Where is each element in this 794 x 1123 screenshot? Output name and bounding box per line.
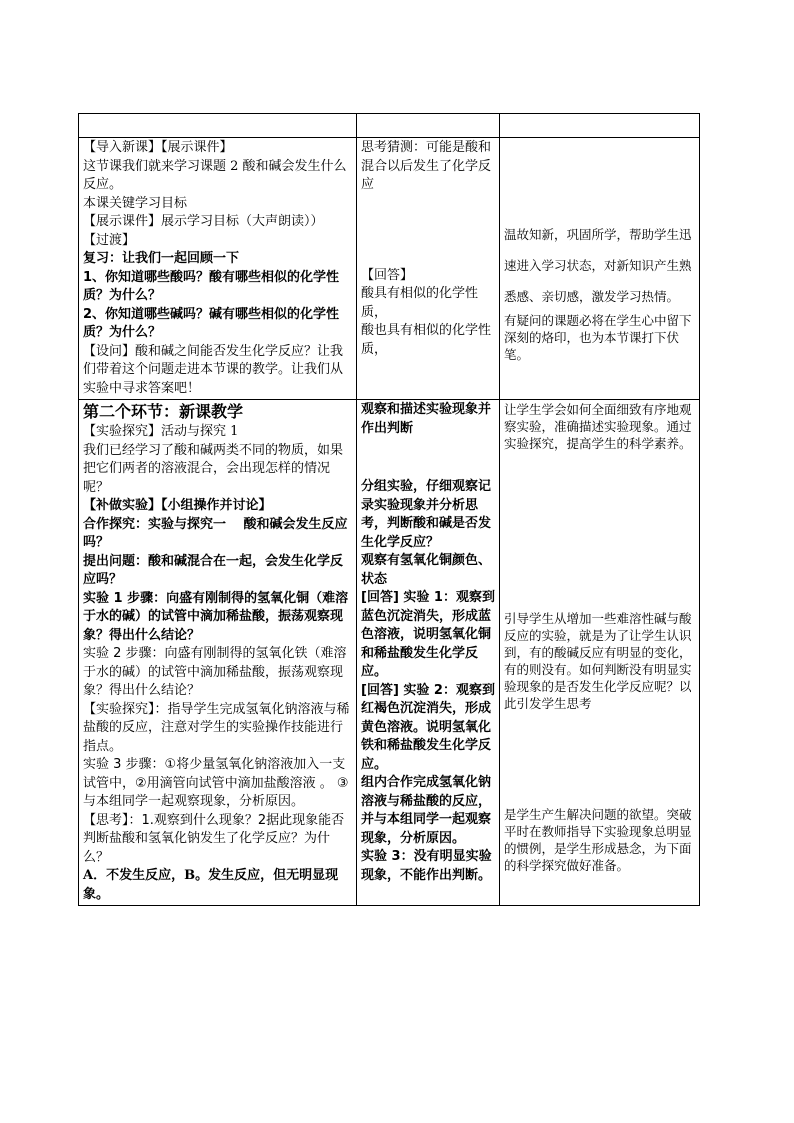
header-cell-3 — [500, 114, 700, 138]
experiment-3: 实验 3 步骤：①将少量氢氧化钠溶液加入一支试管中，②用滴管向试管中滴加盐酸溶液 。 ③与本组同学一起观察现象，分析原因。 — [83, 757, 349, 809]
group-cooperate: 组内合作完成氢氧化钠溶液与稀盐酸的反应，并与本组同学一起观察现象，分析原因。 — [361, 775, 492, 846]
intro-topic: 这节课我们就来学习课题 2 酸和碱会发生什么反应。 — [83, 158, 347, 192]
design-intent-cell — [500, 400, 700, 906]
observe-copper: 观察有氢氧化铜颜色、状态 — [361, 553, 492, 587]
guess-text: 思考猜测：可能是酸和混合以后发生了化学反应 — [361, 140, 492, 192]
experiment-2: 实验 2 步骤：向盛有刚制得的氢氧化铁（难溶于水的碱）的试管中滴加稀盐酸，振荡观察现象？得出什么结论？ — [83, 646, 347, 698]
group-experiment: 分组实验，仔细观察记录实验现象并分析思考，判断酸和碱是否发生化学反应？ — [361, 479, 492, 550]
answer-line-2: 酸也具有相似的化学性质， — [361, 323, 492, 357]
raise-question: 提出问题：酸和碱混合在一起，会发生化学反应吗？ — [83, 553, 344, 587]
experiment-1: 实验 1 步骤：向盛有刚制得的氢氧化铜（难溶于水的碱）的试管中滴加稀盐酸，振荡观察现象？得出什么结论？ — [83, 590, 349, 643]
header-cell-1 — [79, 114, 357, 138]
explore-heading: 【实验探究】活动与探究 1 — [83, 424, 239, 439]
intent-guide: 引导学生从增加一些难溶性碱与酸反应的实验，就是为了让学生认识到，有的酸碱反应有明显的变化，有的则没有。如何判断没有明显实验现象的是否发生化学反应呢？以此引发学生思考 — [504, 611, 692, 711]
intent-review: 温故知新，巩固所学，帮助学生迅速进入学习状态，对新知识产生熟悉感、亲切感，激发学习热情。 — [504, 227, 692, 304]
review-question-1: 1、你知道哪些酸吗？酸有哪些相似的化学性质？为什么？ — [83, 269, 340, 303]
goals-show: 【展示课件】展示学习目标（大声朗读）） — [83, 214, 324, 229]
coop-explore: 合作探究：实验与探究一 酸和碱会发生反应吗？ — [83, 516, 348, 550]
review-label: 复习：让我们一起回顾一下 — [83, 251, 240, 266]
explore-intro: 我们已经学习了酸和碱两类不同的物质，如果把它们两者的溶液混合，会出现怎样的情况呢？ — [83, 442, 344, 495]
lesson-plan-table — [78, 113, 700, 906]
header-cell-2 — [357, 114, 500, 138]
intent-question: 有疑问的课题必将在学生心中留下深刻的烙印，也为本节课打下伏笔。 — [504, 313, 692, 362]
transition-label: 【过渡】 — [83, 232, 136, 248]
think-options: A．不发生反应，B。发生反应，但无明显现象。 — [83, 868, 339, 902]
intent-suspense: 是学生产生解决问题的欲望。突破平时在教师指导下实验现象总明显的惯例，是学生形成悬念，为下面的科学探究做好准备。 — [504, 807, 692, 873]
table-row-intro — [79, 138, 700, 400]
experiment-3-result: 实验 3：没有明显实验现象，不能作出判断。 — [361, 849, 492, 883]
answer-experiment-1: [回答] 实验 1：观察到 蓝色沉淀消失，形成蓝色溶液，说明氢氧化铜和稀盐酸发生化学反应。 — [361, 590, 495, 679]
table-row-new-lesson — [79, 400, 700, 906]
answer-label: 【回答】 — [361, 267, 414, 283]
teacher-activity-cell — [79, 138, 357, 400]
think-question: 【思考】：1.观察到什么现象？2据此现象能否判断盐酸和氢氧化钠发生了化学反应？为什么？ — [83, 812, 345, 865]
answer-line-1: 酸具有相似的化学性质， — [361, 286, 479, 320]
intro-heading: 【导入新课】【展示课件】 — [83, 140, 233, 155]
table-header-row — [79, 114, 700, 138]
observe-heading: 观察和描述实验现象并作出判断 — [361, 402, 492, 436]
intent-observe: 让学生学会如何全面细致有序地观察实验，准确描述实验现象。通过实验探究，提高学生的科学素养。 — [504, 402, 692, 451]
student-activity-cell — [357, 138, 500, 400]
goals-label: 本课关键学习目标 — [83, 195, 188, 211]
teacher-activity-cell — [79, 400, 357, 906]
answer-experiment-2: [回答] 实验 2：观察到红褐色沉淀消失，形成黄色溶液。说明氢氧化铁和稀盐酸发生化学反应。 — [361, 682, 495, 772]
set-question: 【设问】酸和碱之间能否发生化学反应？让我们带着这个问题走进本节课的教学。让我们从实验中寻求答案吧！ — [83, 343, 344, 396]
design-intent-cell — [500, 138, 700, 400]
guide-experiment: 【实验探究】：指导学生完成氢氧化钠溶液与稀盐酸的反应，注意对学生的实验操作技能进行指点。 — [83, 701, 350, 754]
review-question-2: 2、你知道哪些碱吗？碱有哪些相似的化学性质？为什么？ — [83, 306, 340, 340]
section-title: 第二个环节：新课教学 — [83, 402, 244, 421]
supplement-label: 【补做实验】【小组操作并讨论】 — [83, 498, 272, 513]
student-activity-cell — [357, 400, 500, 906]
